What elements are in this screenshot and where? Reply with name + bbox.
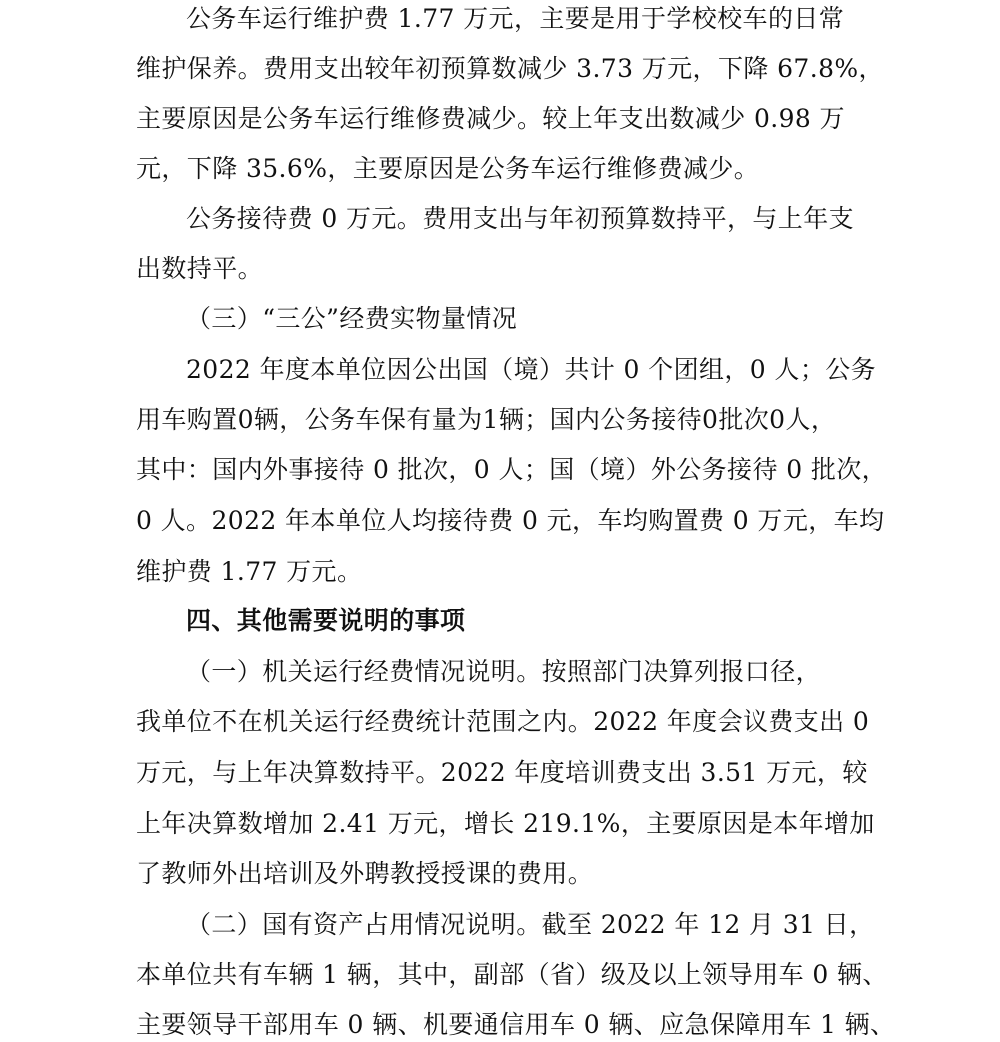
paragraph-line-3: 主要原因是公务车运行维修费减少。较上年支出数减少 0.98 万 [136, 104, 845, 133]
paragraph-line-18: 本单位共有车辆 1 辆，其中，副部（省）级及以上领导用车 0 辆、 [136, 960, 888, 989]
paragraph-line-7: 2022 年度本单位因公出国（境）共计 0 个团组，0 人；公务 [186, 355, 877, 384]
paragraph-line-13: 我单位不在机关运行经费统计范围之内。2022 年度会议费支出 0 [136, 707, 870, 736]
paragraph-line-5: 公务接待费 0 万元。费用支出与年初预算数持平，与上年支 [186, 204, 855, 233]
paragraph-line-12: （一）机关运行经费情况说明。按照部门决算列报口径， [186, 657, 822, 686]
paragraph-line-16: 了教师外出培训及外聘教授授课的费用。 [136, 859, 594, 888]
paragraph-line-10: 0 人。2022 年本单位人均接待费 0 元，车均购置费 0 万元，车均 [136, 506, 885, 535]
paragraph-line-11: 维护费 1.77 万元。 [136, 557, 363, 586]
paragraph-line-15: 上年决算数增加 2.41 万元，增长 219.1%，主要原因是本年增加 [136, 809, 875, 838]
paragraph-line-1: 公务车运行维护费 1.77 万元，主要是用于学校校车的日常 [186, 4, 845, 33]
paragraph-line-8: 用车购置0辆，公务车保有量为1辆；国内公务接待0批次0人， [136, 405, 837, 434]
paragraph-line-9: 其中：国内外事接待 0 批次，0 人；国（境）外公务接待 0 批次， [136, 455, 888, 484]
paragraph-line-17: （二）国有资产占用情况说明。截至 2022 年 12 月 31 日， [186, 910, 875, 939]
paragraph-line-14: 万元，与上年决算数持平。2022 年度培训费支出 3.51 万元，较 [136, 758, 868, 787]
section-heading-four: 四、其他需要说明的事项 [186, 606, 466, 635]
paragraph-line-2: 维护保养。费用支出较年初预算数减少 3.73 万元，下降 67.8%， [136, 54, 884, 83]
paragraph-line-6: 出数持平。 [136, 254, 264, 283]
paragraph-line-19: 主要领导干部用车 0 辆、机要通信用车 0 辆、应急保障用车 1 辆、 [136, 1010, 896, 1039]
section-subheading-three: （三）“三公”经费实物量情况 [186, 304, 518, 333]
paragraph-line-4: 元，下降 35.6%，主要原因是公务车运行维修费减少。 [136, 154, 760, 183]
